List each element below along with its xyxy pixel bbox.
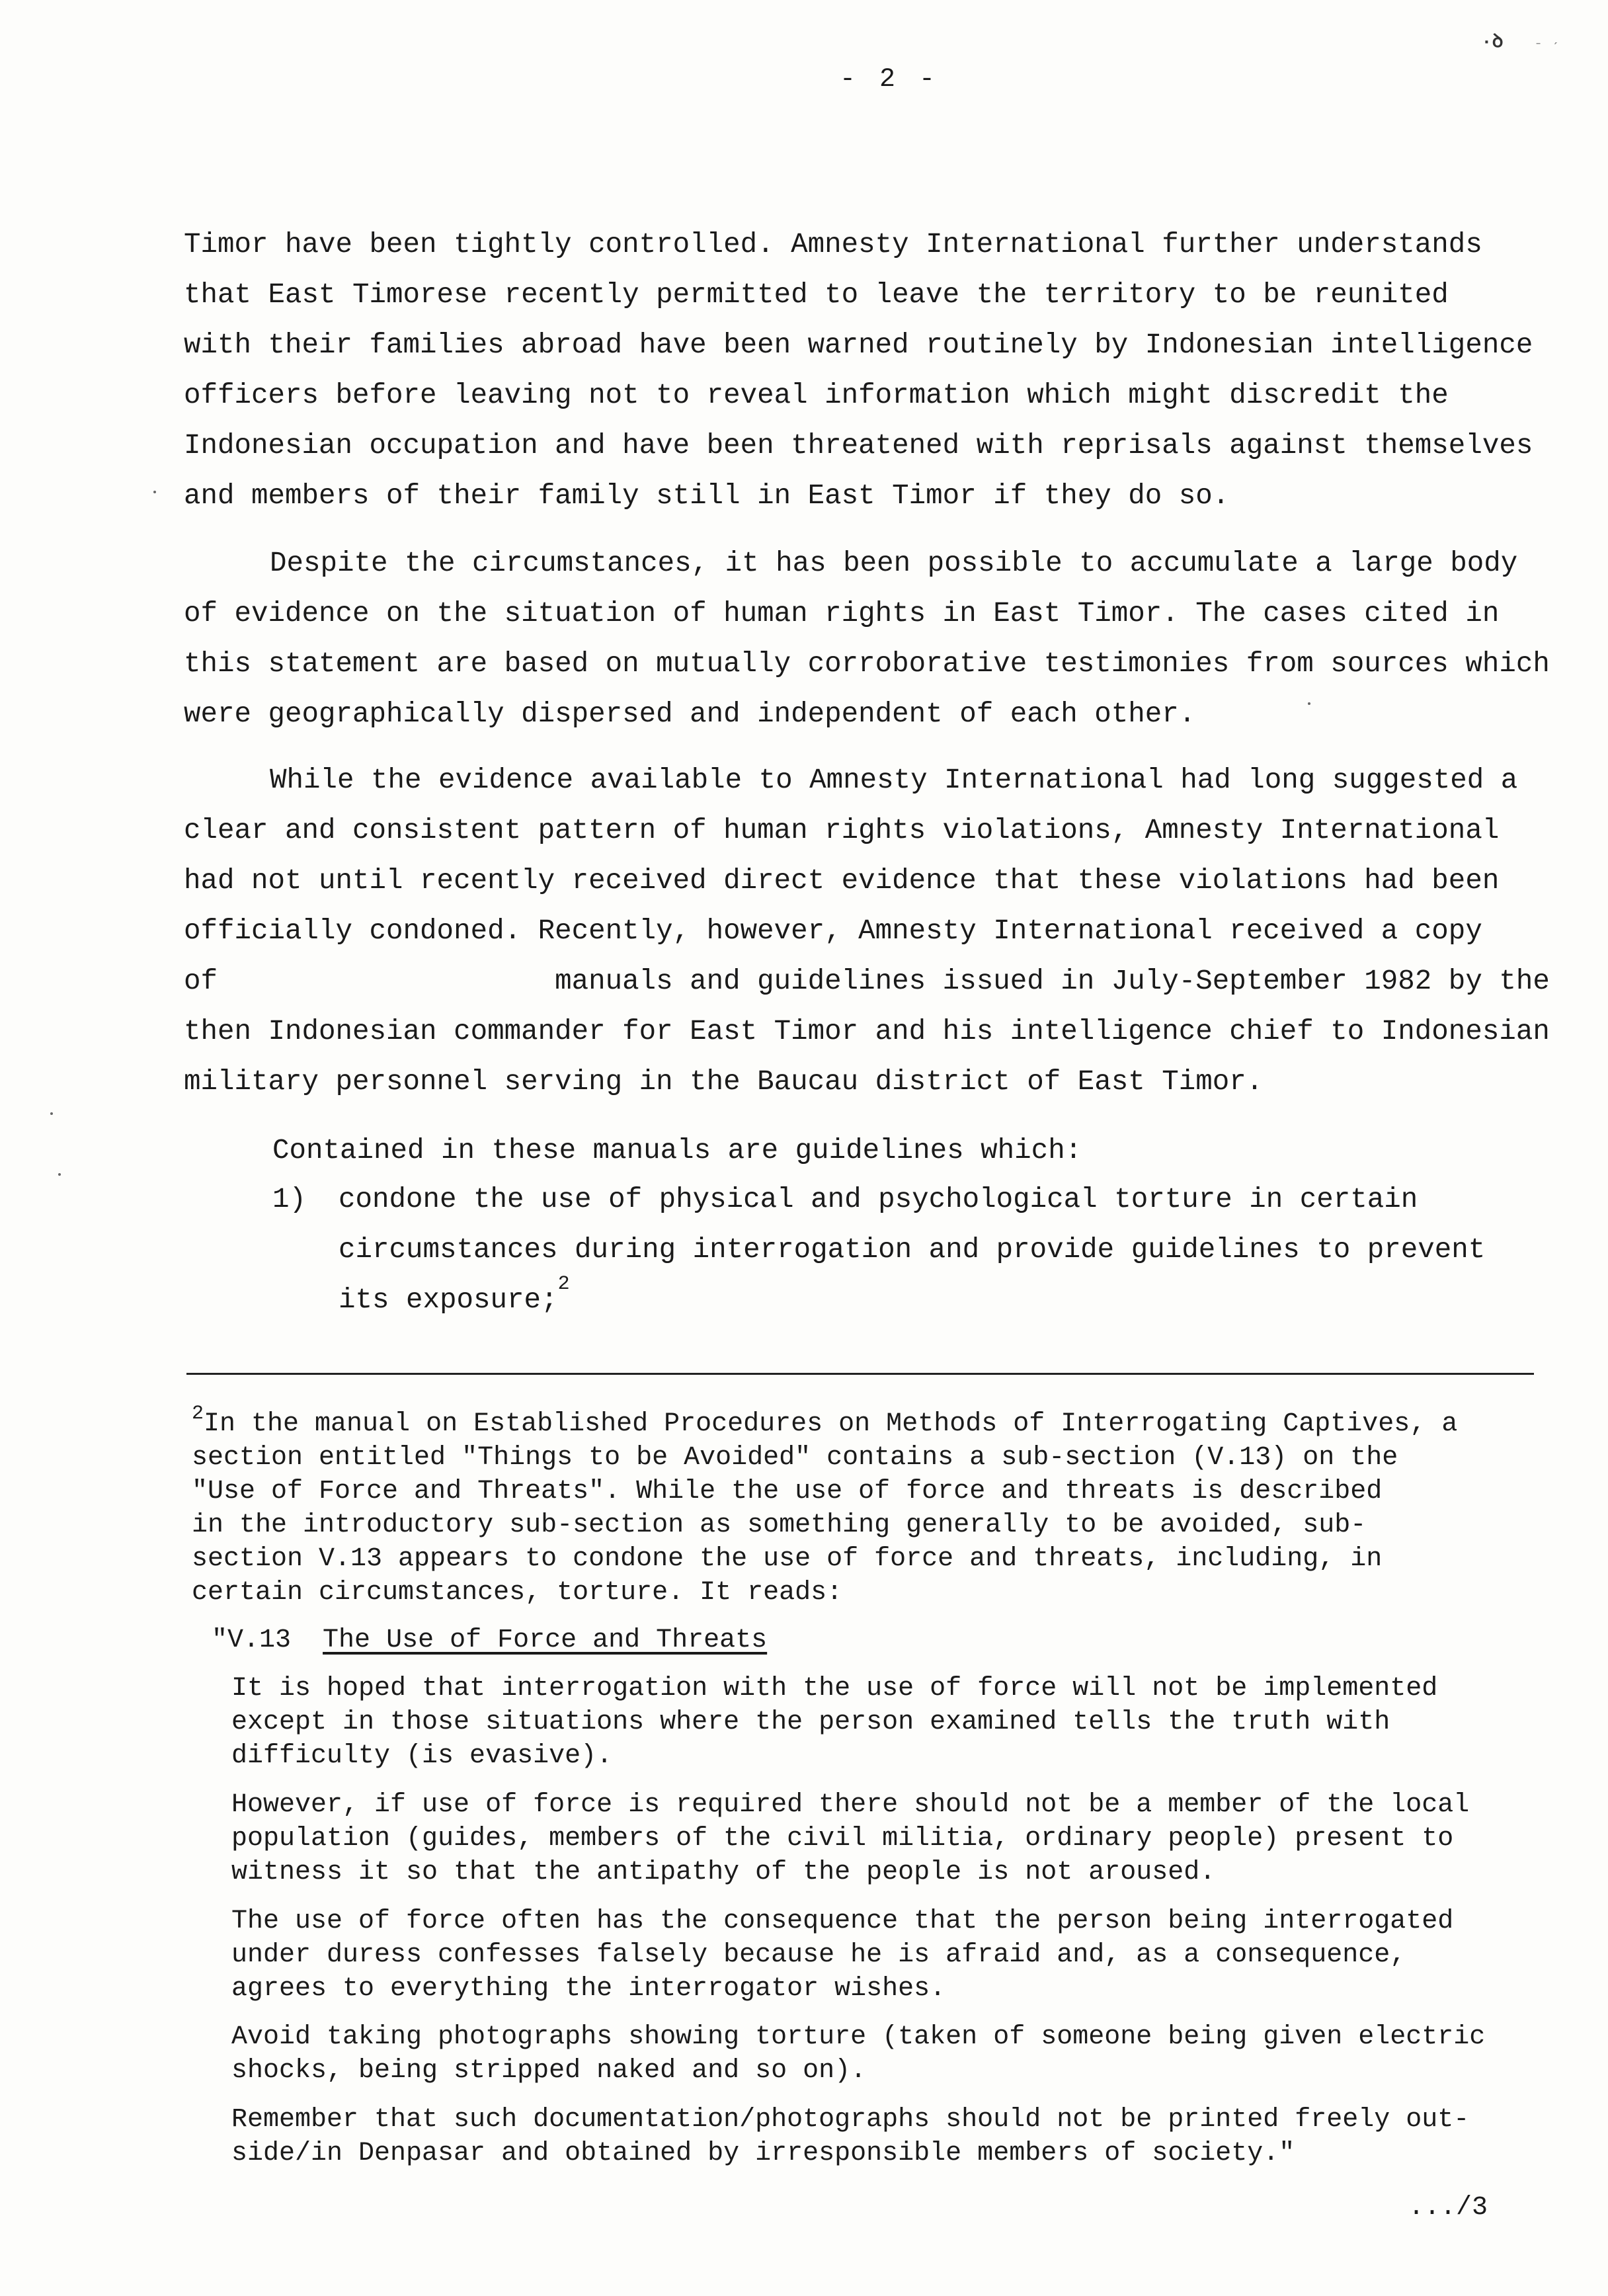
paragraph-line: officially condoned. Recently, however, Amnesty International received a copy <box>184 915 1482 947</box>
list-line-text: its exposure; <box>339 1284 558 1316</box>
footnote-line: certain circumstances, torture. It reads: <box>192 1578 843 1608</box>
quote-paragraph-4 <box>231 2020 1485 2088</box>
quote-paragraph-3 <box>231 1905 1453 2006</box>
paragraph-line: that East Timorese recently permitted to leave the territory to be reunited <box>184 279 1449 311</box>
paragraph-line: Timor have been tightly controlled. Amnesty International further understands <box>184 229 1482 261</box>
quote-line: except in those situations where the person examined tells the truth with <box>231 1707 1390 1737</box>
footnote-line: In the manual on Established Procedures on Methods of Interrogating Captives, a <box>204 1409 1458 1439</box>
quote-line: Avoid taking photographs showing torture (taken of someone being given electric <box>231 2022 1486 2052</box>
paragraph-line: this statement are based on mutually corroborative testimonies from sources which <box>184 648 1550 680</box>
list-number: 1) <box>272 1184 307 1215</box>
paragraph-line: with their families abroad have been warned routinely by Indonesian intelligence <box>184 329 1533 361</box>
footnote-mark: 2 <box>192 1403 204 1425</box>
paragraph-line: clear and consistent pattern of human rights violations, Amnesty International <box>184 815 1500 846</box>
quote-line: Remember that such documentation/photographs should not be printed freely out- <box>231 2105 1470 2135</box>
quote-heading <box>212 1623 767 1657</box>
footnote-reference: 2 <box>557 1273 570 1295</box>
footnote-line: section V.13 appears to condone the use of force and threats, including, in <box>192 1544 1383 1574</box>
list-line: condone the use of physical and psychological torture in certain <box>339 1184 1418 1215</box>
page-number: - 2 - <box>840 65 940 95</box>
paragraph-line: While the evidence available to Amnesty International had long suggested a <box>270 764 1518 796</box>
list-line: circumstances during interrogation and provide guidelines to prevent <box>339 1234 1486 1266</box>
paragraph-line: military personnel serving in the Baucau district of East Timor. <box>184 1066 1264 1098</box>
footnote-line: section entitled "Things to be Avoided" contains a sub-section (V.13) on the <box>192 1443 1398 1473</box>
footnote-line-first <box>192 1403 1458 1441</box>
quote-line: difficulty (is evasive). <box>231 1741 613 1771</box>
paragraph-line: of manuals and guidelines issued in July-September 1982 by the <box>184 965 1550 997</box>
scan-speck <box>1308 702 1310 705</box>
footnote-line: in the introductory sub-section as something generally to be avoided, sub- <box>192 1510 1367 1540</box>
quote-paragraph-2 <box>231 1788 1469 1889</box>
quote-line: It is hoped that interrogation with the use of force will not be implemented <box>231 1674 1438 1703</box>
continued-marker: .../3 <box>1408 2193 1488 2223</box>
paragraph-line: officers before leaving not to reveal information which might discredit the <box>184 380 1449 411</box>
footnote-divider <box>186 1373 1534 1375</box>
quote-line: population (guides, members of the civil militia, ordinary people) present to <box>231 1824 1454 1854</box>
quote-line: agrees to everything the interrogator wishes. <box>231 1974 946 2004</box>
quote-heading-number: "V.13 <box>212 1625 292 1655</box>
quote-heading-title: The Use of Force and Threats <box>323 1625 768 1655</box>
footnote-line: "Use of Force and Threats". While the use of force and threats is described <box>192 1477 1383 1506</box>
list-line-last <box>339 1275 1485 1325</box>
footnote <box>192 1403 1458 1610</box>
paragraph-line: of evidence on the situation of human rights in East Timor. The cases cited in <box>184 598 1500 630</box>
quote-line: shocks, being stripped naked and so on). <box>231 2056 867 2086</box>
paragraph-line: then Indonesian commander for East Timor and his intelligence chief to Indonesian <box>184 1016 1550 1047</box>
paragraph-line: were geographically dispersed and independent of each other. <box>184 698 1196 730</box>
scan-speck <box>58 1173 61 1176</box>
paragraph-1 <box>184 220 1546 521</box>
paragraph-line: Indonesian occupation and have been threatened with reprisals against themselves <box>184 430 1533 462</box>
paragraph-line: Despite the circumstances, it has been possible to accumulate a large body <box>270 548 1518 579</box>
list-item-text <box>339 1174 1485 1325</box>
list-lead-in: Contained in these manuals are guidelines which: <box>272 1135 1082 1167</box>
quote-paragraph-5 <box>231 2103 1469 2170</box>
quote-line: The use of force often has the consequence that the person being interrogated <box>231 1906 1454 1936</box>
corner-mark: ·ꝺ <box>1481 32 1504 53</box>
corner-tick: ˉ ˊ <box>1534 41 1560 58</box>
quote-line: However, if use of force is required there should not be a member of the local <box>231 1790 1470 1820</box>
quote-line: under duress confesses falsely because he is afraid and, as a consequence, <box>231 1940 1406 1970</box>
paragraph-3 <box>184 755 1550 1107</box>
paragraph-line: and members of their family still in East Timor if they do so. <box>184 480 1230 512</box>
paragraph-2 <box>184 538 1550 739</box>
paragraph-line: had not until recently received direct evidence that these violations had been <box>184 865 1500 897</box>
quote-line: witness it so that the antipathy of the people is not aroused. <box>231 1858 1216 1887</box>
quote-paragraph-1 <box>231 1672 1437 1773</box>
quote-line: side/in Denpasar and obtained by irresponsible members of society." <box>231 2139 1295 2168</box>
scan-speck <box>50 1112 53 1115</box>
scan-speck <box>153 491 156 493</box>
